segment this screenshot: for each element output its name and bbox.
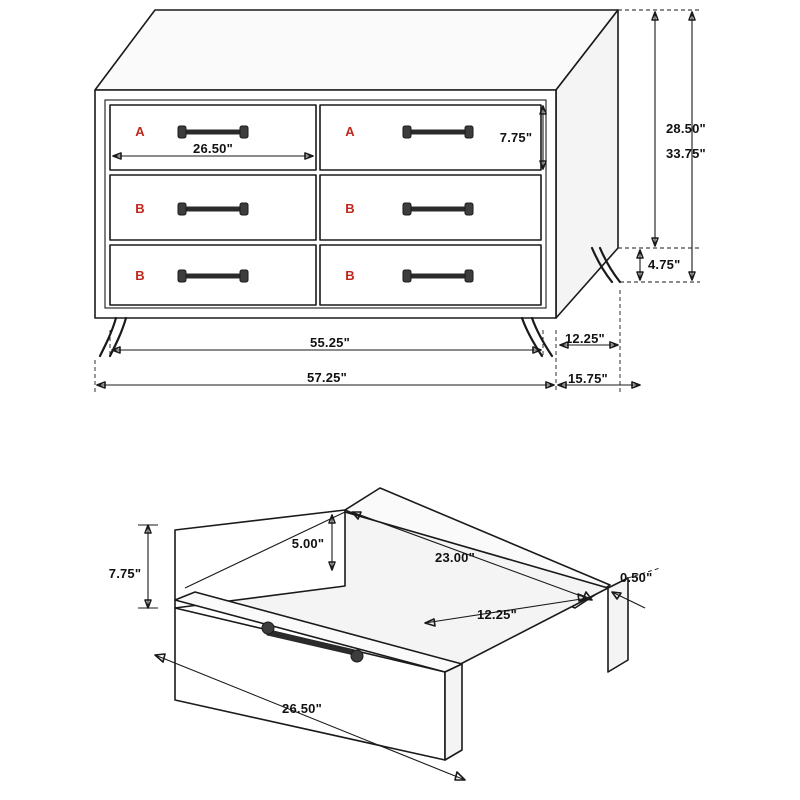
dim-label-leg-height: 4.75": [648, 257, 681, 272]
dim-cabinet-height: [652, 12, 706, 246]
dim-overall-depth: [558, 371, 640, 388]
dim-label-drawer-width: 26.50": [193, 141, 233, 156]
dim-leg-height: [637, 250, 680, 280]
dim-overall-height: [666, 12, 706, 280]
dim-label-overall-height: 33.75": [666, 146, 706, 161]
dim-label-front-width: 26.50": [282, 701, 322, 716]
drawer-front-right-return: [445, 664, 462, 760]
dim-label-interior-width: 23.00": [435, 550, 475, 565]
dim-label-drawer-detail-height: 7.75": [108, 566, 142, 581]
dim-cabinet-depth: [560, 331, 618, 348]
dim-label-panel-thickness: 0.50": [620, 570, 653, 585]
drawer-label-middle-left: B: [135, 201, 145, 216]
dim-label-drawer-front-height: 7.75": [499, 130, 533, 145]
drawer-label-top-right: A: [345, 124, 355, 139]
dim-label-interior-height: 5.00": [291, 536, 325, 551]
dim-label-cabinet-height: 28.50": [666, 121, 706, 136]
dim-cabinet-width: [112, 335, 541, 353]
drawer-label-top-left: A: [135, 124, 145, 139]
dim-label-overall-depth: 15.75": [568, 371, 608, 386]
dim-label-overall-width: 57.25": [307, 370, 347, 385]
dim-label-interior-depth: 12.25": [477, 607, 517, 622]
dim-label-cabinet-width: 55.25": [310, 335, 350, 350]
drawer-figure: [109, 488, 660, 780]
drawer-label-bottom-left: B: [135, 268, 145, 283]
dim-overall-width: [97, 370, 554, 388]
dim-label-cabinet-depth: 12.25": [565, 331, 605, 346]
drawer-label-middle-right: B: [345, 201, 355, 216]
dresser-figure: [95, 10, 706, 392]
drawer-label-bottom-right: B: [345, 268, 355, 283]
dim-drawer-detail-height: [109, 525, 158, 608]
dresser-top-surface: [95, 10, 618, 90]
